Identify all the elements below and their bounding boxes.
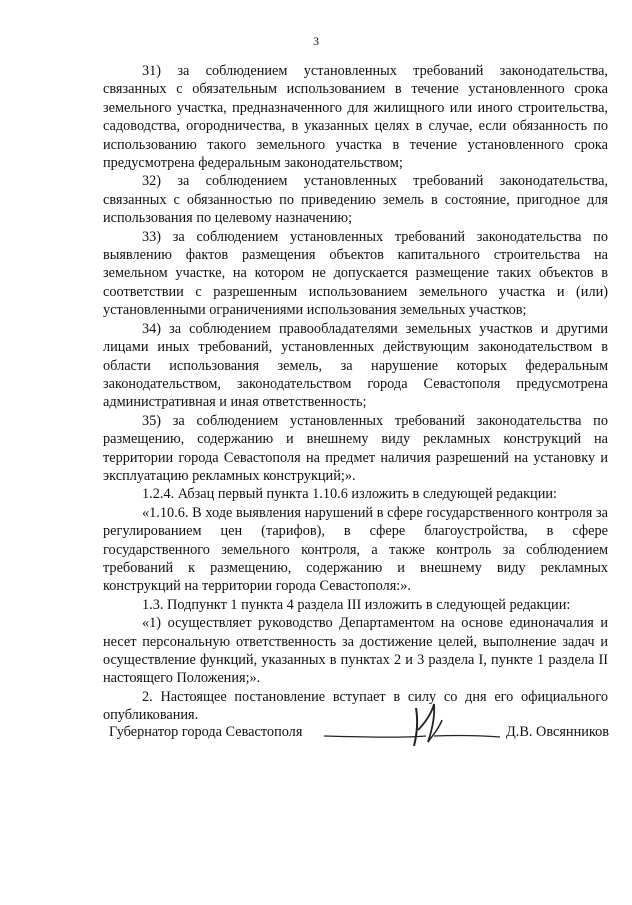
paragraph-effective-date: 2. Настоящее постановление вступает в силу со дня его официального опубликования. (103, 688, 608, 724)
paragraph-item-35: 35) за соблюдением установленных требований законодательства по размещению, содержанию и внешнему виду рекламных конструкций на территории города Севастополя на предмет наличия разрешений на установку и эксплуатацию рекламных конструкций;». (103, 412, 608, 484)
paragraph-amendment-1-3: 1.3. Подпункт 1 пункта 4 раздела III изложить в следующей редакции: (142, 596, 571, 613)
paragraph-item-33: 33) за соблюдением установленных требований законодательства по выявлению фактов размещения объектов капитального строительства на земельном участке, на котором не допускается размещение таких объектов в соответствии с разрешенным использованием земельного участка и (или) установленными ограничениями использования земельных участков; (103, 228, 608, 319)
signatory-position: Губернатор города Севастополя (109, 724, 303, 740)
paragraph-item-31: 31) за соблюдением установленных требований законодательства, связанных с обязательным использованием в течение установленного срока земельного участка, предназначенного для жилищного или иного строительства, садоводства, огородничества, в указанных целях в случае, если обязанность по использованию такого земельного участка в течение установленного срока предусмотрена федеральным законодательством; (103, 63, 608, 172)
signatory-name: Д.В. Овсянников (506, 724, 609, 740)
paragraph-item-32: 32) за соблюдением установленных требований законодательства, связанных с обязанностью по приведению земель в состояние, пригодное для использования по целевому назначению; (103, 173, 608, 227)
handwritten-signature (322, 700, 502, 756)
paragraph-subclause-1: «1) осуществляет руководство Департаментом на основе единоначалия и несет персональную ответственность за достижение целей, выполнение задач и осуществление функций, указанных в пунктах 2 и 3 раздела I, пункте 1 раздела II настоящего Положения;». (103, 615, 608, 687)
paragraph-amendment-1-2-4: 1.2.4. Абзац первый пункта 1.10.6 изложить в следующей редакции: (142, 486, 557, 503)
paragraph-clause-1-10-6: «1.10.6. В ходе выявления нарушений в сфере государственного контроля за регулированием цен (тарифов), в сфере благоустройства, в сфере государственного земельного контроля, а также контроль за соблюдением требований к размещению, содержанию и внешнему виду рекламных конструкций на территории города Севастополя:». (103, 504, 608, 595)
document-body (103, 62, 608, 725)
paragraph-item-34: 34) за соблюдением правообладателями земельных участков и другими лицами иных требований, установленных действующим законодательством в области использования земель, за нарушение которых федеральным законодательством, законодательством города Севастополя предусмотрена административная и иная ответственность; (103, 320, 608, 411)
page-number: 3 (313, 34, 319, 48)
